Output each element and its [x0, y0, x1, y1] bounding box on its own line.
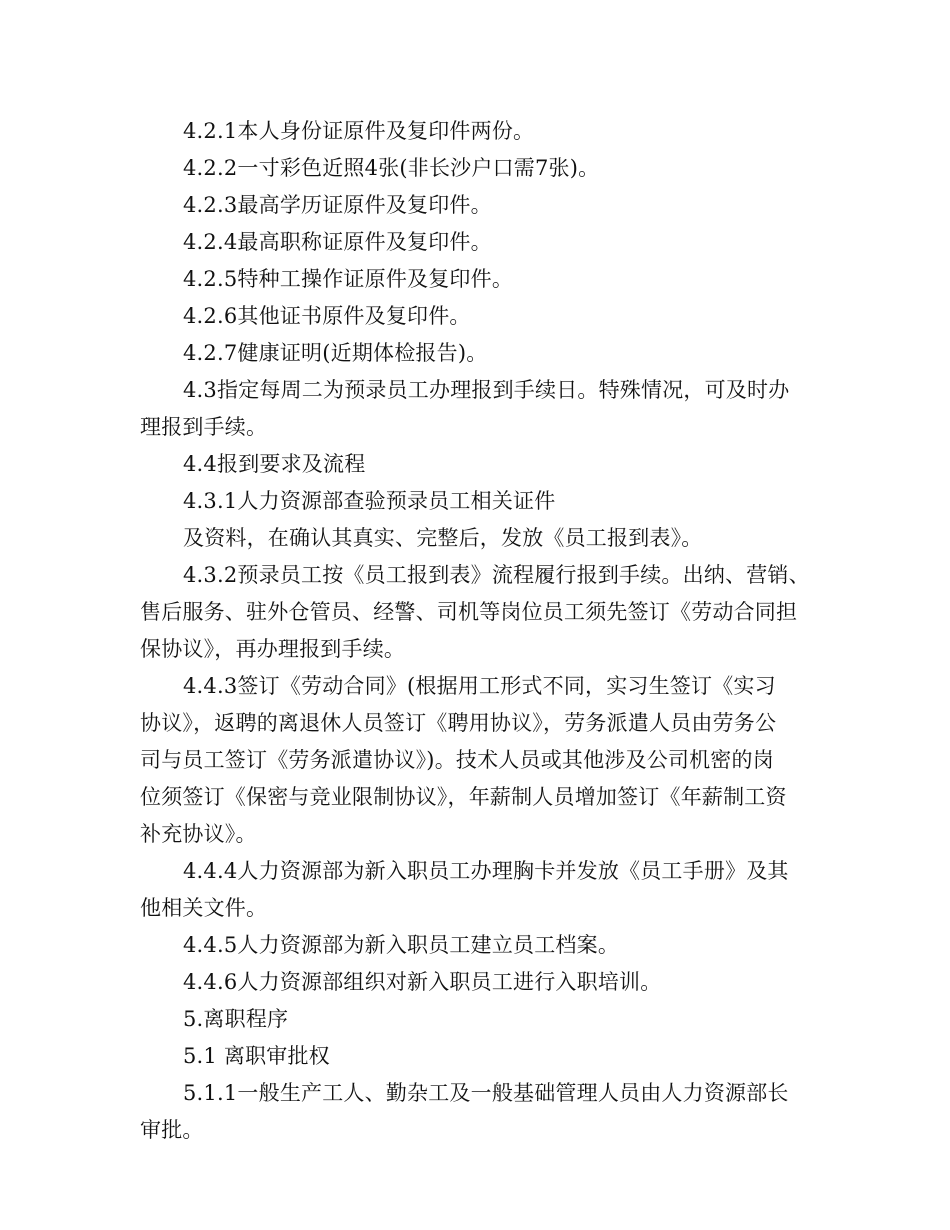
text-line: 4.2.5特种工操作证原件及复印件。	[183, 267, 514, 291]
document-body	[140, 113, 820, 1149]
text-line: 4.2.6其他证书原件及复印件。	[183, 304, 471, 328]
text-line: 补充协议》。	[140, 822, 257, 846]
text-line: 4.4.5人力资源部为新入职员工建立员工档案。	[183, 933, 620, 957]
text-line: 审批。	[140, 1118, 204, 1142]
text-line: 4.3.2预录员工按《员工报到表》流程履行报到手续。出纳、营销、	[183, 563, 810, 587]
text-line: 4.3.1人力资源部查验预录员工相关证件	[183, 489, 556, 513]
text-line: 4.2.4最高职称证原件及复印件。	[183, 230, 492, 254]
text-line: 理报到手续。	[140, 415, 268, 439]
text-line: 4.2.3最高学历证原件及复印件。	[183, 193, 492, 217]
text-line: 4.3指定每周二为预录员工办理报到手续日。特殊情况，可及时办	[183, 378, 790, 402]
text-line: 4.4.3签订《劳动合同》(根据用工形式不同，实习生签订《实习	[183, 674, 776, 698]
text-line: 位须签订《保密与竞业限制协议》，年薪制人员增加签订《年薪制工资	[140, 785, 787, 809]
text-line: 5.离职程序	[183, 1007, 289, 1031]
text-line: 保协议》，再办理报到手续。	[140, 637, 406, 661]
text-line: 司与员工签订《劳务派遣协议》)。技术人员或其他涉及公司机密的岗	[140, 748, 774, 772]
text-line: 及资料，在确认其真实、完整后，发放《员工报到表》。	[183, 526, 703, 550]
text-line: 4.2.1本人身份证原件及复印件两份。	[183, 119, 535, 143]
text-line: 5.1 离职审批权	[183, 1044, 330, 1068]
text-line: 4.4.4人力资源部为新入职员工办理胸卡并发放《员工手册》及其	[183, 859, 789, 883]
text-line: 他相关文件。	[140, 896, 268, 920]
text-line: 协议》，返聘的离退休人员签订《聘用协议》，劳务派遣人员由劳务公	[140, 711, 777, 735]
text-line: 5.1.1一般生产工人、勤杂工及一般基础管理人员由人力资源部长	[183, 1081, 789, 1105]
text-line: 售后服务、驻外仓管员、经警、司机等岗位员工须先签订《劳动合同担	[140, 600, 798, 624]
text-line: 4.2.7健康证明(近期体检报告)。	[183, 341, 488, 365]
text-line: 4.4.6人力资源部组织对新入职员工进行入职培训。	[183, 970, 662, 994]
text-line: 4.2.2一寸彩色近照4张(非长沙户口需7张)。	[183, 156, 600, 180]
text-line: 4.4报到要求及流程	[183, 452, 366, 476]
